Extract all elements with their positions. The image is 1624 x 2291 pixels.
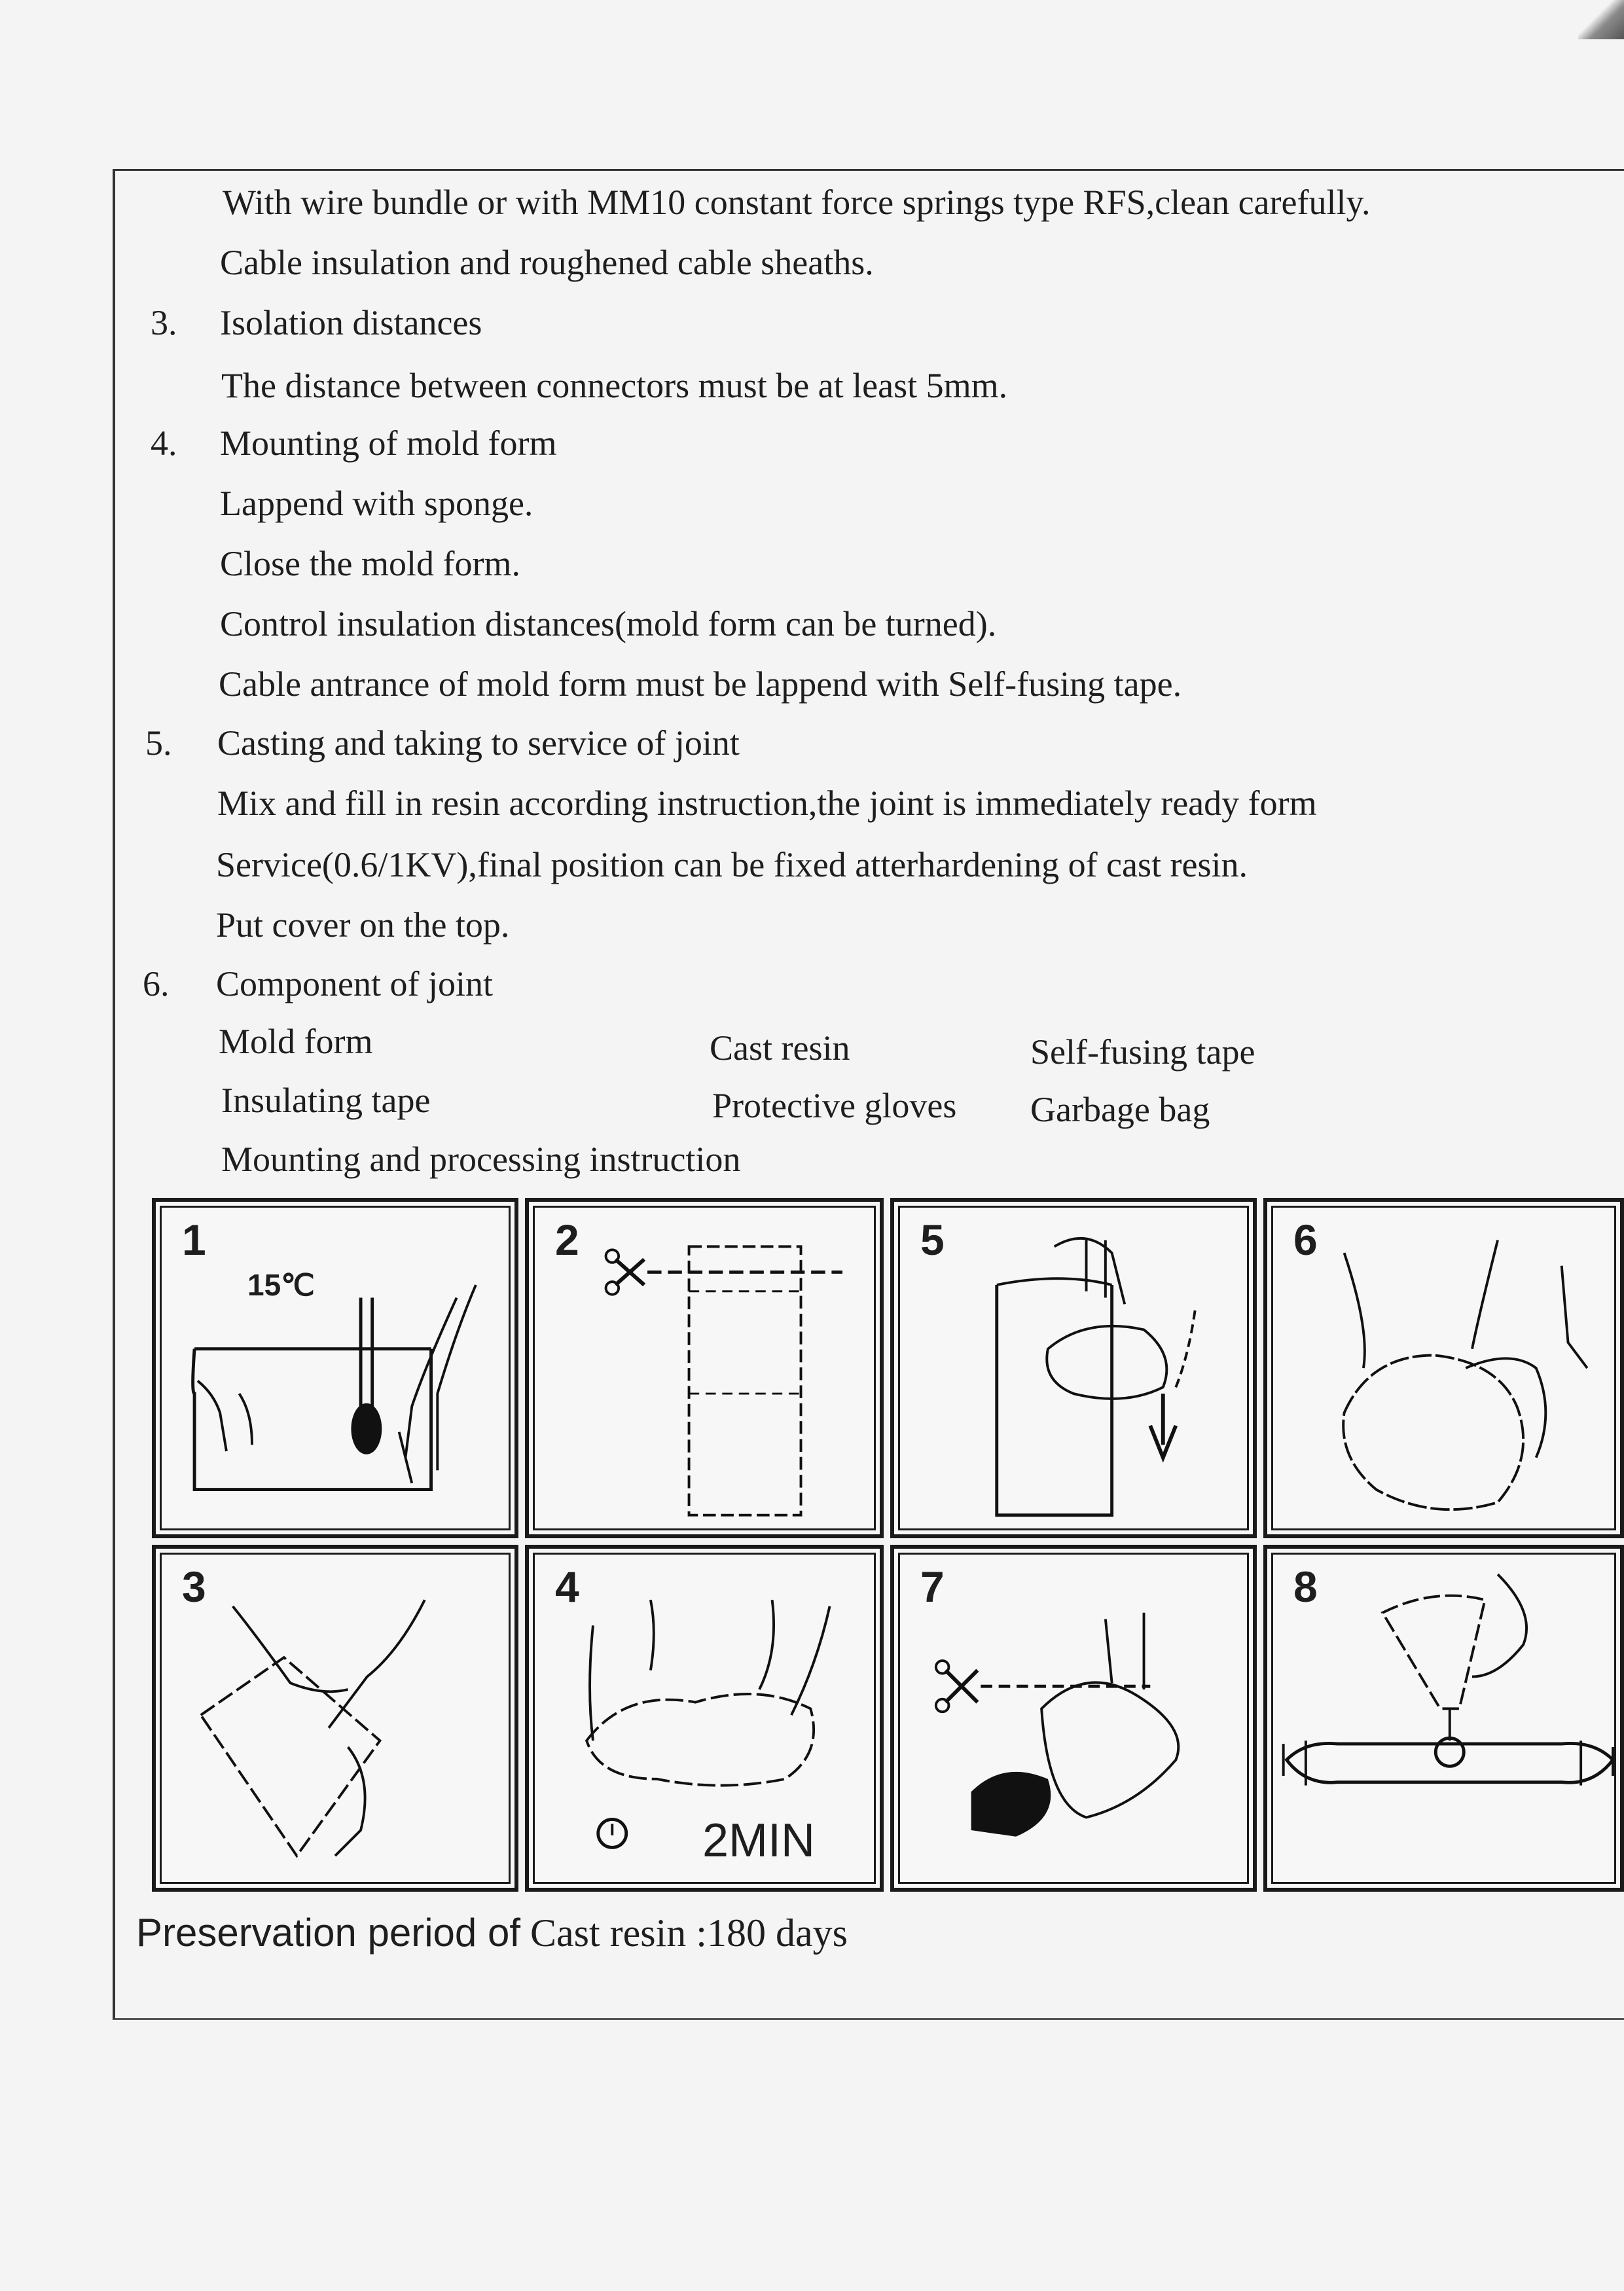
section-line: Service(0.6/1KV),final position can be fixed atterhardening of cast resin. [216,845,1248,884]
intro-line: With wire bundle or with MM10 constant force springs type RFS,clean carefully. [223,183,1371,222]
intro-line: Cable insulation and roughened cable sheaths. [220,243,874,282]
timer-label: 2MIN [702,1814,816,1867]
section-number: 6. [143,964,170,1003]
step-panel-1 [152,1198,518,1538]
section-line: Mix and fill in resin according instruction,the joint is immediately ready form [217,784,1317,823]
step-number: 8 [1293,1562,1318,1611]
section-number: 4. [151,424,177,463]
pour-resin-icon [894,1202,1253,1534]
component-item: Mold form [219,1022,373,1061]
step-panel-5 [890,1198,1257,1538]
step-number: 6 [1293,1216,1318,1264]
scissors-cut-bag-icon [529,1202,880,1534]
step-number: 5 [920,1216,945,1264]
step-number: 1 [182,1216,206,1264]
section-line: Lappend with sponge. [220,484,533,523]
step-panel-2 [525,1198,884,1538]
step-number: 2 [555,1216,579,1264]
temperature-label: 15℃ [247,1268,315,1302]
open-bag-icon [156,1549,514,1888]
section-title: Mounting of mold form [220,424,557,463]
step-number: 7 [920,1562,945,1611]
section-title: Component of joint [216,964,493,1003]
cut-bag-corner-icon [894,1549,1253,1888]
step-number: 3 [182,1562,206,1611]
step-panel-3 [152,1545,518,1892]
section-title: Isolation distances [220,303,482,342]
step-number: 4 [555,1562,579,1611]
water-basin-icon [156,1202,514,1534]
component-item: Insulating tape [221,1081,431,1120]
section-line: Control insulation distances(mold form can be turned). [220,604,997,643]
pour-into-mold-icon [1267,1549,1620,1888]
step-panel-6 [1263,1198,1624,1538]
preservation-label: Preservation period of [136,1911,520,1955]
step-panel-8 [1263,1545,1624,1892]
component-item: Mounting and processing instruction [221,1140,741,1179]
scan-shadow [1578,0,1624,39]
section-number: 3. [151,303,177,342]
component-item: Cast resin [710,1028,850,1068]
preservation-value: Cast resin :180 days [530,1911,848,1955]
section-number: 5. [145,723,172,763]
component-item: Garbage bag [1030,1090,1210,1129]
knead-bag-icon [1267,1202,1620,1534]
section-line: Put cover on the top. [216,905,510,945]
instruction-illustrations [152,1198,1624,1892]
step-panel-4 [525,1545,884,1892]
preservation-note [136,1910,848,1956]
component-item: Self-fusing tape [1030,1032,1255,1072]
section-title: Casting and taking to service of joint [217,723,740,763]
step-panel-7 [890,1545,1257,1892]
section-line: Cable antrance of mold form must be lappend with Self-fusing tape. [219,664,1182,704]
section-line: Close the mold form. [220,544,520,583]
section-line: The distance between connectors must be at least 5mm. [221,366,1008,405]
component-item: Protective gloves [712,1086,957,1125]
